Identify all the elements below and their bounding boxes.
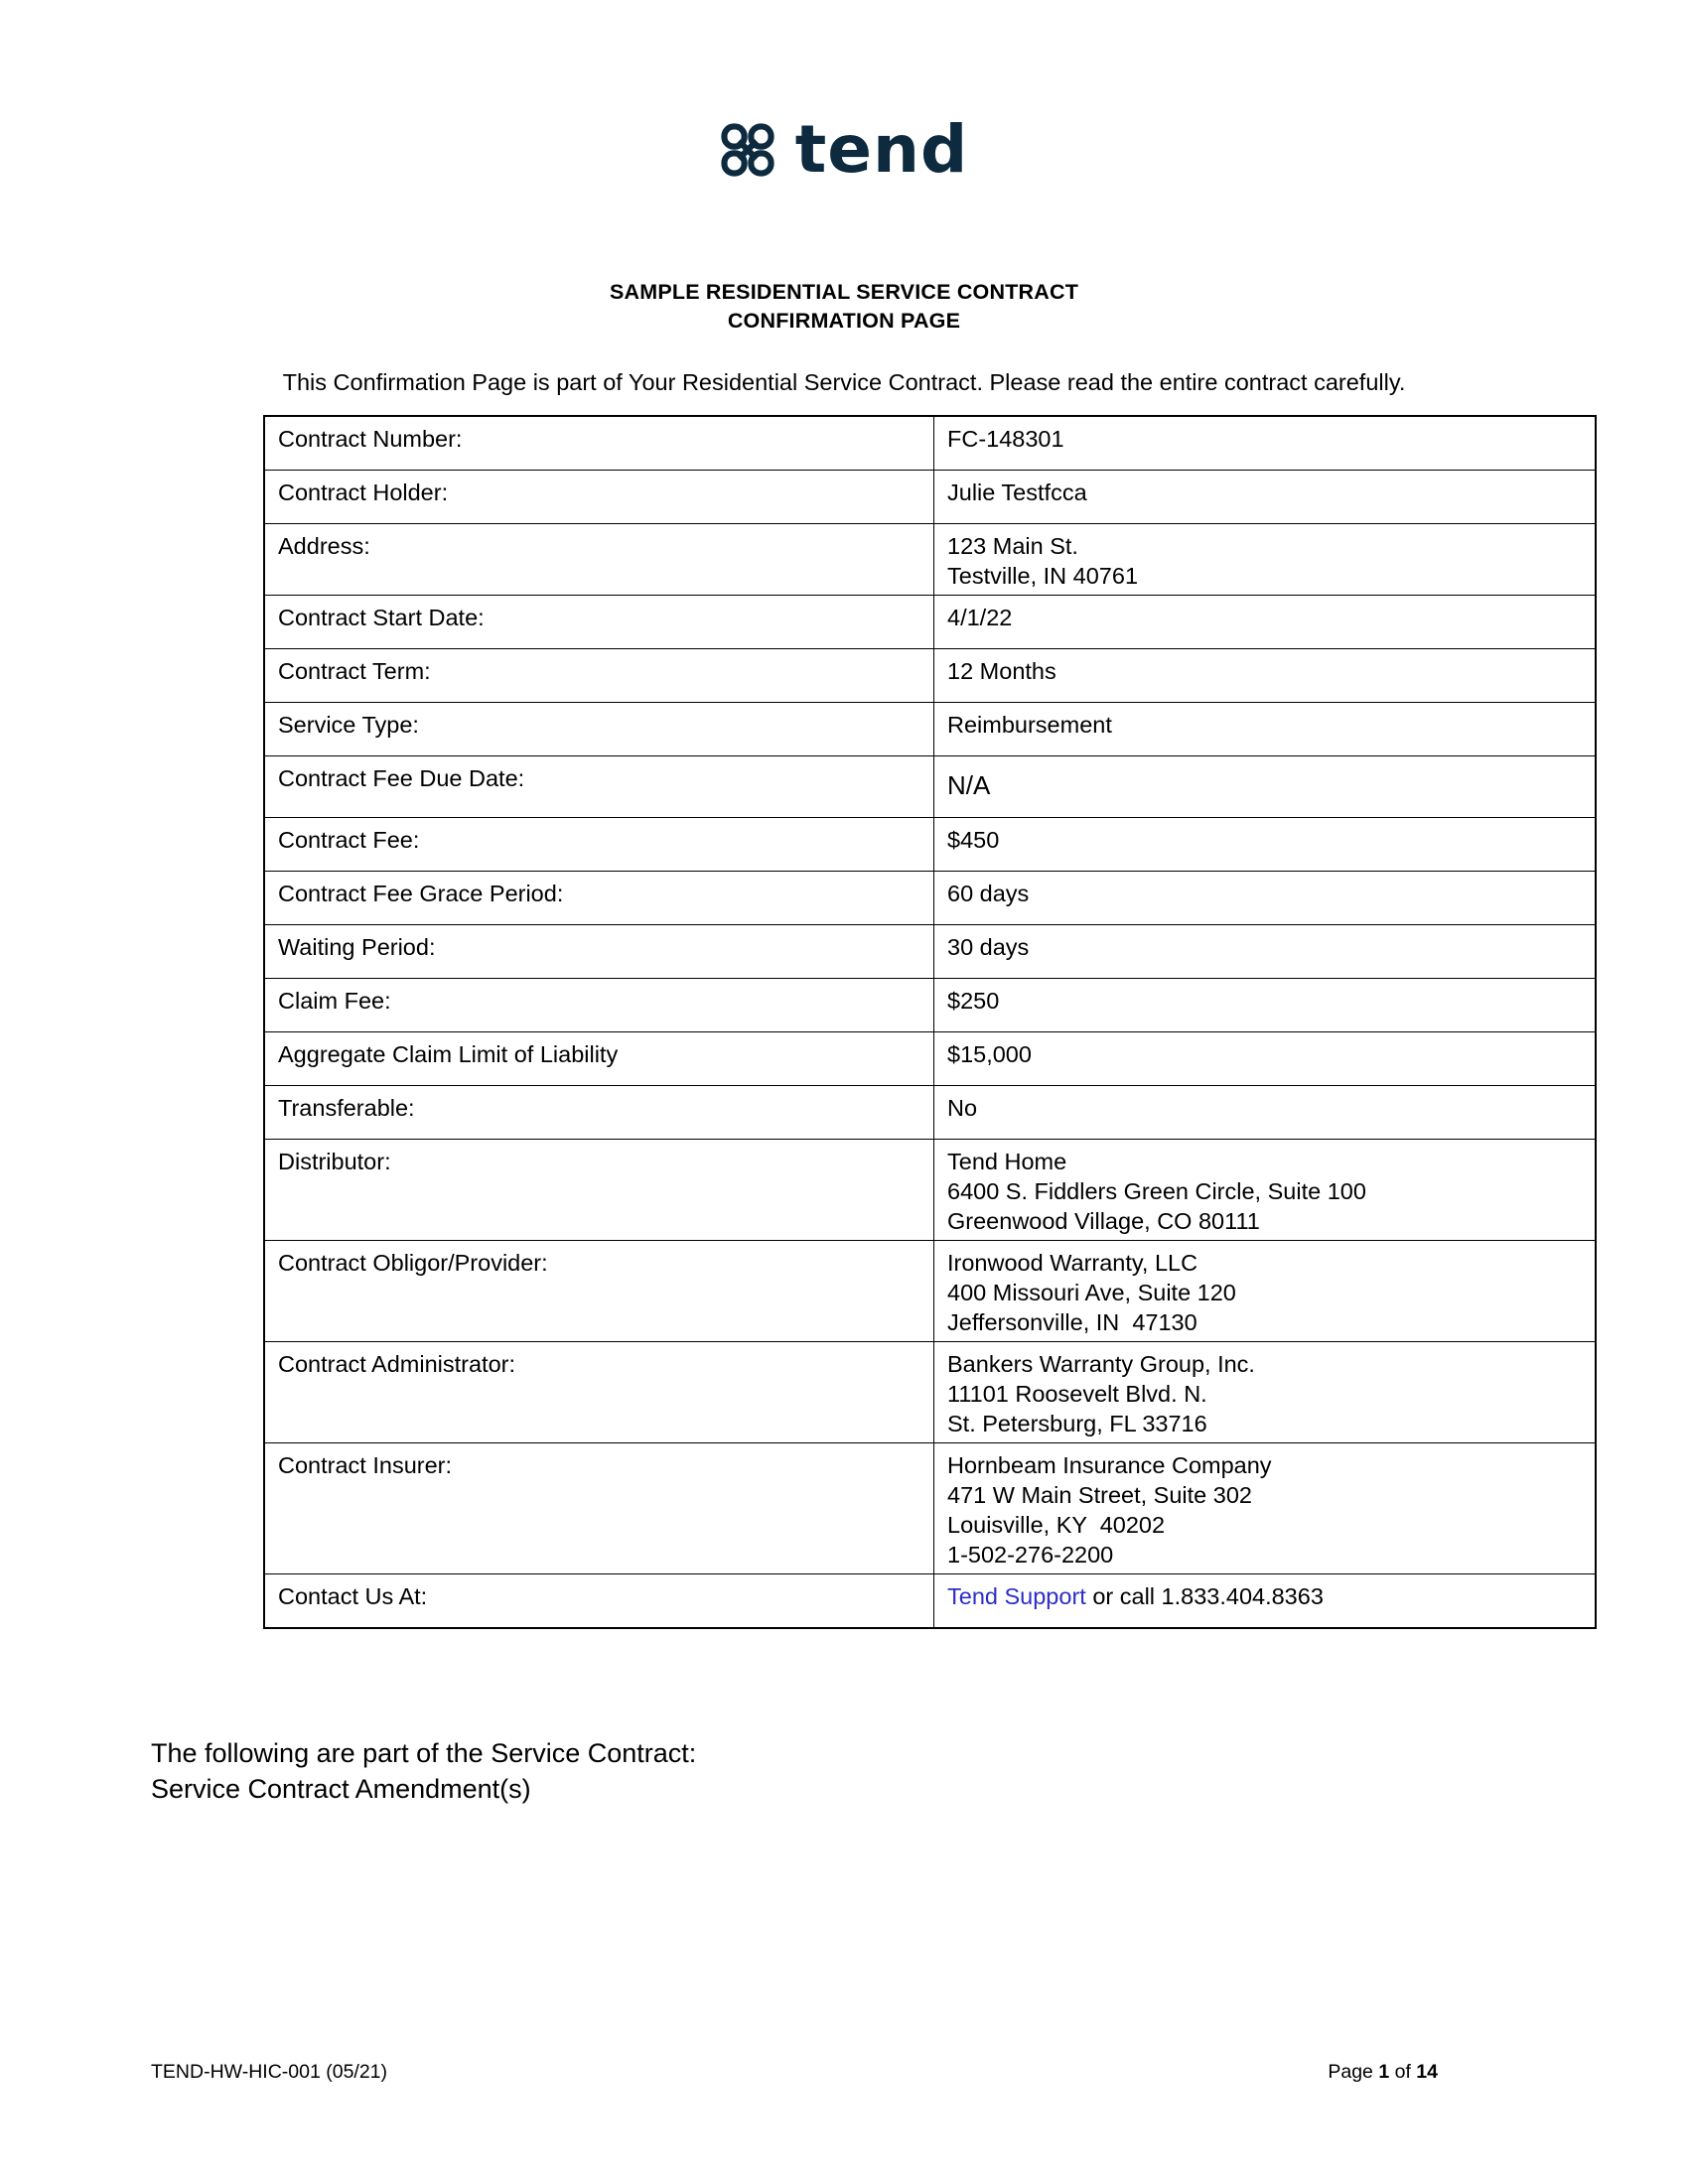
row-value: Julie Testfcca (934, 471, 1597, 524)
row-label: Contact Us At: (264, 1574, 934, 1629)
row-value (934, 1574, 1597, 1629)
row-label: Contract Number: (264, 416, 934, 471)
row-label: Aggregate Claim Limit of Liability (264, 1032, 934, 1086)
value-line: 400 Missouri Ave, Suite 120 (947, 1280, 1236, 1305)
table-row (264, 703, 1596, 756)
table-row (264, 1443, 1596, 1574)
logo-wordmark: tend (794, 111, 969, 188)
page-current: 1 (1378, 2061, 1390, 2083)
value-line: Hornbeam Insurance Company (947, 1452, 1272, 1478)
footer-page-number (1328, 2059, 1438, 2085)
table-row (264, 1241, 1596, 1342)
table-row (264, 818, 1596, 872)
table-row (264, 1140, 1596, 1241)
row-value: 4/1/22 (934, 596, 1597, 649)
table-row (264, 649, 1596, 703)
table-row (264, 1086, 1596, 1140)
row-value-text: N/A (947, 770, 991, 800)
value-line: 1-502-276-2200 (947, 1542, 1114, 1568)
row-label: Contract Term: (264, 649, 934, 703)
tend-support-link[interactable]: Tend Support (947, 1583, 1086, 1609)
row-label: Address: (264, 524, 934, 596)
row-label: Transferable: (264, 1086, 934, 1140)
row-value: 30 days (934, 925, 1597, 979)
page-title-line-1: SAMPLE RESIDENTIAL SERVICE CONTRACT (609, 280, 1079, 304)
row-label: Contract Insurer: (264, 1443, 934, 1574)
table-row (264, 524, 1596, 596)
row-label: Contract Start Date: (264, 596, 934, 649)
closing-line-1: The following are part of the Service Contract: (151, 1738, 697, 1768)
page-prefix: Page (1328, 2061, 1379, 2083)
value-line: Ironwood Warranty, LLC (947, 1250, 1198, 1276)
row-label: Contract Fee Due Date: (264, 756, 934, 818)
page-title-line-2: CONFIRMATION PAGE (727, 309, 961, 333)
table-row (264, 925, 1596, 979)
row-label: Waiting Period: (264, 925, 934, 979)
page-middle: of (1389, 2061, 1417, 2083)
row-label: Contract Obligor/Provider: (264, 1241, 934, 1342)
row-value (934, 524, 1597, 596)
row-label: Contract Fee: (264, 818, 934, 872)
row-label: Claim Fee: (264, 979, 934, 1032)
row-value (934, 1241, 1597, 1342)
contract-table-body (264, 416, 1596, 1628)
closing-block (151, 1735, 696, 1807)
brand-logo (0, 111, 1688, 188)
tend-clover-icon (720, 122, 775, 178)
table-row (264, 979, 1596, 1032)
value-line: Greenwood Village, CO 80111 (947, 1208, 1260, 1234)
row-value: $15,000 (934, 1032, 1597, 1086)
row-label: Distributor: (264, 1140, 934, 1241)
row-value (934, 756, 1597, 818)
row-value (934, 1443, 1597, 1574)
value-line: Jeffersonville, IN 47130 (947, 1309, 1197, 1335)
closing-line-2: Service Contract Amendment(s) (151, 1774, 531, 1804)
row-label: Contract Holder: (264, 471, 934, 524)
value-line: 471 W Main Street, Suite 302 (947, 1482, 1252, 1508)
row-value: $450 (934, 818, 1597, 872)
row-value (934, 1342, 1597, 1443)
footer-form-code: TEND-HW-HIC-001 (05/21) (151, 2061, 388, 2083)
table-row (264, 1342, 1596, 1443)
page-footer (151, 2059, 1438, 2085)
row-value: FC-148301 (934, 416, 1597, 471)
row-value: 12 Months (934, 649, 1597, 703)
value-line: Testville, IN 40761 (947, 563, 1139, 589)
value-line: St. Petersburg, FL 33716 (947, 1411, 1207, 1436)
page-title (0, 278, 1688, 336)
value-line: Tend Home (947, 1149, 1067, 1174)
value-line: 123 Main St. (947, 533, 1078, 559)
row-value (934, 1140, 1597, 1241)
value-line: Louisville, KY 40202 (947, 1512, 1166, 1538)
table-row (264, 596, 1596, 649)
value-line: 6400 S. Fiddlers Green Circle, Suite 100 (947, 1178, 1366, 1204)
table-row (264, 416, 1596, 471)
row-value: Reimbursement (934, 703, 1597, 756)
row-value: No (934, 1086, 1597, 1140)
row-label: Contract Fee Grace Period: (264, 872, 934, 925)
row-label: Service Type: (264, 703, 934, 756)
table-row (264, 1032, 1596, 1086)
row-value: $250 (934, 979, 1597, 1032)
page-total: 14 (1416, 2061, 1438, 2083)
row-value: 60 days (934, 872, 1597, 925)
contract-details-table (263, 415, 1597, 1629)
table-row (264, 756, 1596, 818)
table-row (264, 1574, 1596, 1629)
table-row (264, 471, 1596, 524)
value-line: Bankers Warranty Group, Inc. (947, 1351, 1255, 1377)
intro-paragraph: This Confirmation Page is part of Your Residential Service Contract. Please read the entire contract carefully. (282, 369, 1406, 395)
contact-phone-text: or call 1.833.404.8363 (1085, 1583, 1324, 1609)
value-line: 11101 Roosevelt Blvd. N. (947, 1381, 1207, 1407)
row-label: Contract Administrator: (264, 1342, 934, 1443)
table-row (264, 872, 1596, 925)
